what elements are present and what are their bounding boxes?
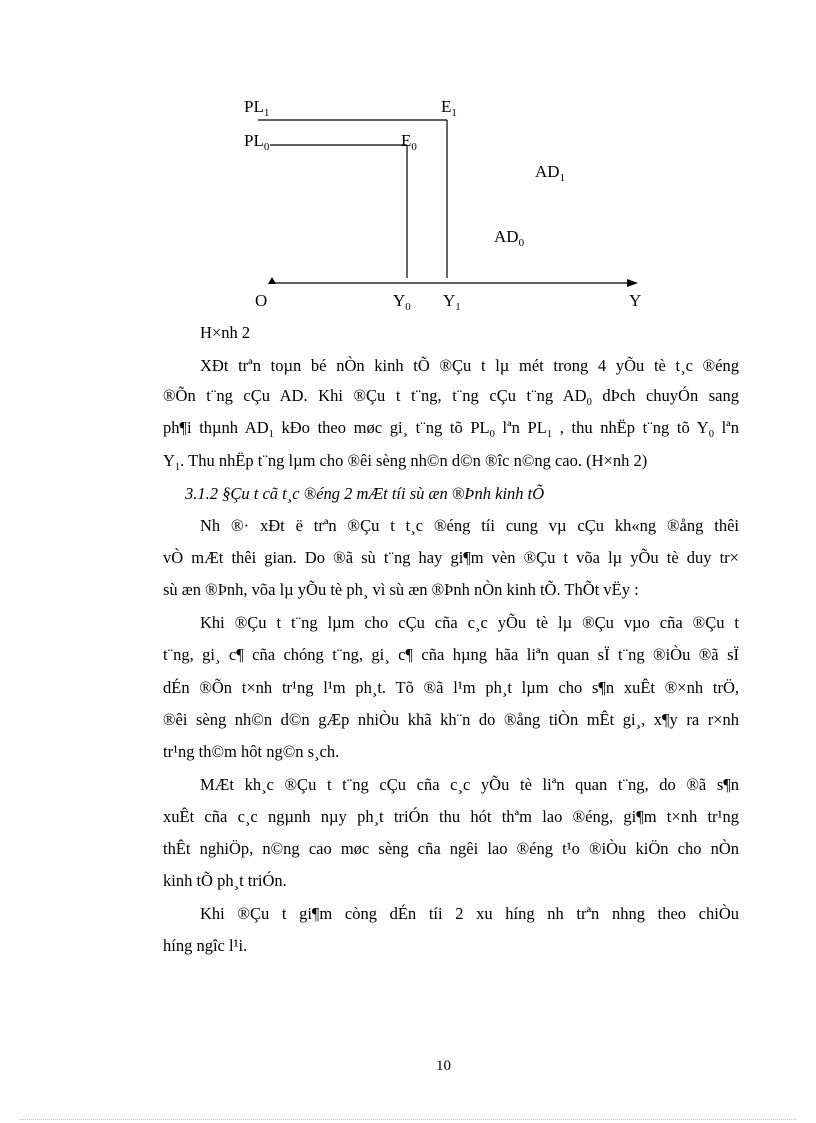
p1-line-2-a: ®Õn t¨ng cÇu AD. Khi ®Çu t t¨ng, t¨ng cÇu t¨ng AD — [163, 386, 587, 405]
footer-divider — [20, 1119, 796, 1120]
x-axis-arrowhead — [627, 279, 638, 287]
p1-line-2-sub: 0 — [586, 397, 592, 408]
p1-line-3-d: , thu nhËp t¨ng tõ Y — [552, 418, 709, 437]
y0-text: Y — [393, 291, 406, 310]
p3-line-5: tr¹ng th©m hôt ng©n s¸ch. — [163, 742, 340, 761]
pl1-label — [244, 97, 269, 123]
p4-line-2: xuÊt cña c¸c ngµnh nµy ph¸t triÓn thu hót thªm lao ®éng, gi¶m t×nh tr¹ng — [163, 807, 739, 826]
p1-line-3 — [163, 418, 739, 445]
section-heading: 3.1.2 §Çu t cã t¸c ®éng 2 mÆt tíi sù æn ®Þnh kinh tÕ — [185, 484, 545, 503]
p2-line-1: Nh ®· xÐt ë trªn ®Çu t t¸c ®éng tíi cung vµ cÇu kh«ng ®ång thêi — [200, 516, 739, 535]
p1-line-3-b: kÐo theo møc gi¸ t¨ng tõ PL — [273, 418, 490, 437]
p1-line-3-a: ph¶i thµnh AD — [163, 418, 269, 437]
p1-line-3-sub2: 0 — [489, 429, 495, 440]
pl0-label — [244, 131, 269, 157]
figure-caption: H×nh 2 — [200, 323, 251, 342]
e0-label — [401, 131, 417, 157]
y1-subscript: 1 — [455, 301, 461, 313]
page-number: 10 — [436, 1058, 451, 1074]
pl1-text: PL — [244, 97, 264, 116]
p1-line-4-b: . Thu nhËp t¨ng lµm cho ®êi sèng nh©n d©n ®îc n©ng cao. (H×nh 2) — [180, 451, 648, 470]
p1-line-4-a: Y — [163, 451, 175, 470]
y1-text: Y — [443, 291, 456, 310]
p3-line-1: Khi ®Çu t t¨ng lµm cho cÇu cña c¸c yÕu tè lµ ®Çu vµo cña ®Çu t — [200, 613, 739, 632]
ad0-subscript: 0 — [518, 237, 525, 249]
ad0-label — [494, 227, 524, 253]
e1-text: E — [441, 97, 452, 116]
p5-line-2: híng ngîc l¹i. — [163, 936, 248, 955]
ad1-text: AD — [535, 162, 560, 181]
pl0-text: PL — [244, 131, 264, 150]
e1-subscript: 1 — [451, 107, 457, 119]
p1-line-4 — [163, 451, 647, 478]
y-axis-label: Y — [629, 291, 642, 310]
origin-marker — [268, 277, 276, 284]
p4-line-4: kinh tÕ ph¸t triÓn. — [163, 871, 287, 890]
p1-line-2 — [163, 386, 739, 413]
p5-line-1: Khi ®Çu t gi¶m còng dÉn tíi 2 xu híng nh trªn nhng theo chiÒu — [200, 904, 739, 923]
e1-label — [441, 97, 457, 123]
e0-text: E — [401, 131, 412, 150]
y0-subscript: 0 — [405, 301, 411, 313]
p3-line-2: t¨ng, gi¸ c¶ cña chóng t¨ng, gi¸ c¶ cña hµng hãa liªn quan sÏ t¨ng ®iÒu ®ã sÏ — [163, 645, 739, 664]
p2-line-3: sù æn ®Þnh, võa lµ yÕu tè ph¸ vì sù æn ®Þnh nÒn kinh tÕ. ThÕt vËy : — [163, 580, 639, 599]
y1-label — [443, 291, 461, 317]
p1-line-4-sub: 1 — [174, 462, 181, 473]
p1-line-3-e: lªn — [713, 418, 739, 437]
p1-line-3-sub4: 0 — [708, 429, 714, 440]
pl0-subscript: 0 — [263, 141, 270, 153]
price-output-diagram — [0, 0, 816, 320]
e0-subscript: 0 — [411, 141, 417, 153]
p1-line-3-c: lªn PL — [494, 418, 547, 437]
p2-line-2: vÒ mÆt thêi gian. Do ®ã sù t¨ng hay gi¶m vèn ®Çu t võa lµ yÕu tè duy tr× — [163, 548, 739, 567]
pl1-subscript: 1 — [263, 107, 270, 119]
ad1-label — [535, 162, 565, 188]
p4-line-1: MÆt kh¸c ®Çu t t¨ng cÇu cña c¸c yÕu tè liªn quan t¨ng, do ®ã s¶n — [200, 775, 739, 794]
ad1-subscript: 1 — [559, 172, 566, 184]
y0-label — [393, 291, 411, 317]
p3-line-3: dÉn ®Õn t×nh tr¹ng l¹m ph¸t. Tõ ®ã l¹m ph¸t lµm cho s¶n xuÊt ®×nh trÖ, — [163, 678, 739, 697]
ad0-text: AD — [494, 227, 519, 246]
p1-line-3-sub3: 1 — [546, 429, 553, 440]
p3-line-4: ®êi sèng nh©n d©n gÆp nhiÒu khã kh¨n do ®ång tiÒn mÊt gi¸, x¶y ra r×nh — [163, 710, 739, 729]
p1-line-1: XÐt trªn toµn bé nÒn kinh tÕ ®Çu t lµ mét trong 4 yÕu tè t¸c ®éng — [200, 356, 739, 375]
p4-line-3: thÊt nghiÖp, n©ng cao møc sèng cña ngêi lao ®éng t¹o ®iÒu kiÖn cho nÒn — [163, 839, 739, 858]
p1-line-3-sub1: 1 — [268, 429, 274, 440]
p1-line-2-b: dÞch chuyÓn sang — [591, 386, 739, 405]
origin-label: O — [255, 291, 268, 310]
